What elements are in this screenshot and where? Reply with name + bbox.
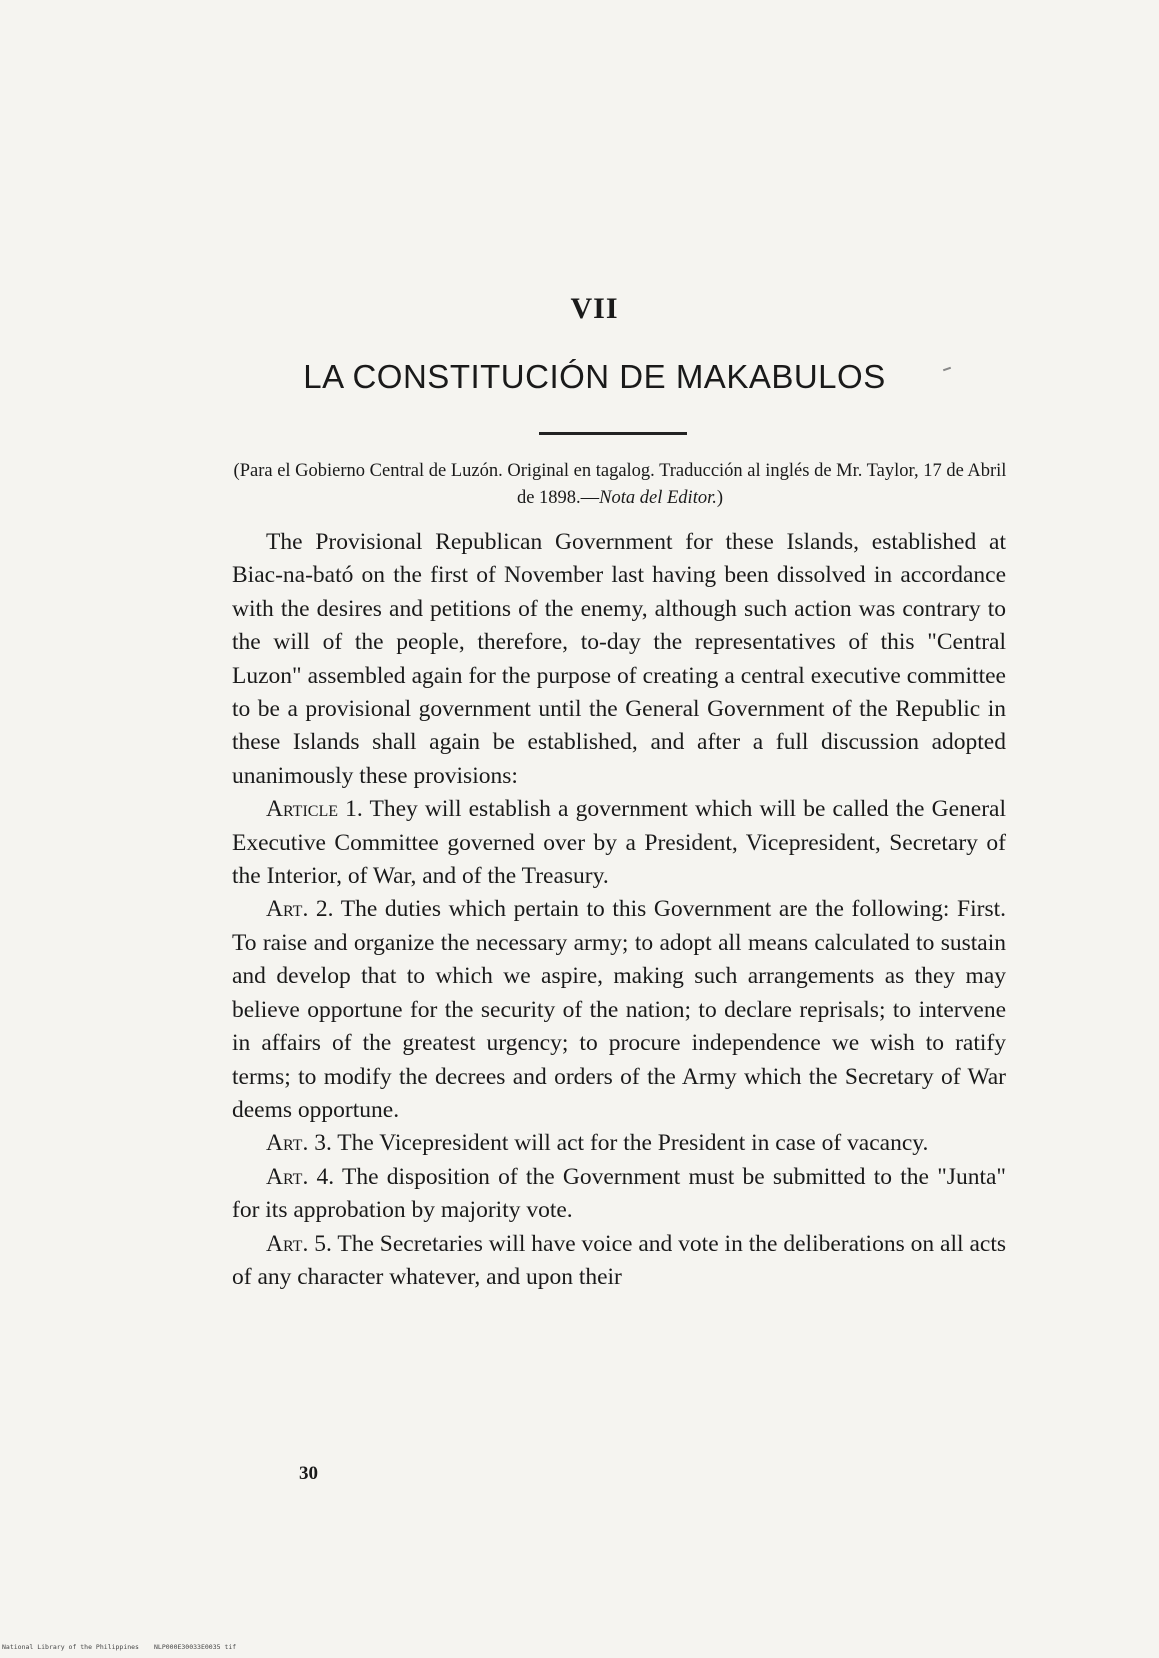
title-divider (539, 432, 687, 435)
article-label: Art. 3. (266, 1130, 332, 1157)
article-text: The Secretaries will have voice and vote in the deliberations on all acts of any character whatever, and upon their (232, 1230, 1006, 1290)
body-text (232, 526, 1006, 1294)
footer-file-id: NLP000E30033E0035 tif (154, 1643, 237, 1651)
chapter-number: VII (570, 292, 619, 325)
article-paragraph (232, 793, 1006, 893)
article-paragraph (232, 1127, 1006, 1160)
article-label: Art. 2. (266, 896, 334, 923)
article-text: The duties which pertain to this Government are the following: First. To raise and organize the necessary army; to adopt all means calculated to sustain and develop that to which we aspire, making such arrangements as they may believe opportune for the security of the nation; to declare reprisals; to intervene in affairs of the greatest urgency; to procure independence we wish to ratify terms; to modify the decrees and orders of the Army which the Secretary of War deems opportune. (232, 896, 1006, 1123)
editor-note-text: (Para el Gobierno Central de Luzón. Original en tagalog. Traducción al inglés de Mr. Taylor, 17 de Abril de 1898.— (233, 461, 1007, 508)
article-label: Article 1. (266, 796, 363, 823)
article-text: The Vicepresident will act for the President in case of vacancy. (331, 1130, 929, 1157)
chapter-title: LA CONSTITUCIÓN DE MAKABULOS (303, 358, 886, 395)
page-number: 30 (299, 1463, 318, 1484)
footer-library: National Library of the Philippines (2, 1643, 139, 1651)
editor-note-italic: Nota del Editor. (599, 488, 717, 508)
article-text: The disposition of the Government must be submitted to the "Junta" for its approbation by majority vote. (232, 1163, 1006, 1224)
article-paragraph (232, 1228, 1006, 1295)
editor-note-close: ) (716, 488, 724, 508)
article-paragraph (232, 893, 1006, 1127)
article-paragraph (232, 1161, 1006, 1228)
editor-note (230, 458, 1010, 512)
preamble-paragraph: The Provisional Republican Government for these Islands, established at Biac-na-bató on the first of November last having been dissolved in accordance with the desires and petitions of the enemy, although such action was contrary to the will of the people, therefore, to-day the representatives of this "Central Luzon" assembled again for the purpose of creating a central executive committee to be a provisional government until the General Government of the Republic in these Islands shall again be established, and after a full discussion adopted unanimously these provisions: (232, 529, 1006, 789)
article-label: Art. 4. (266, 1163, 335, 1190)
article-text: They will establish a government which will be called the General Executive Committee governed over by a President, Vicepresident, Secretary of the Interior, of War, and of the Treasury. (232, 796, 1006, 890)
article-label: Art. 5. (266, 1230, 332, 1257)
